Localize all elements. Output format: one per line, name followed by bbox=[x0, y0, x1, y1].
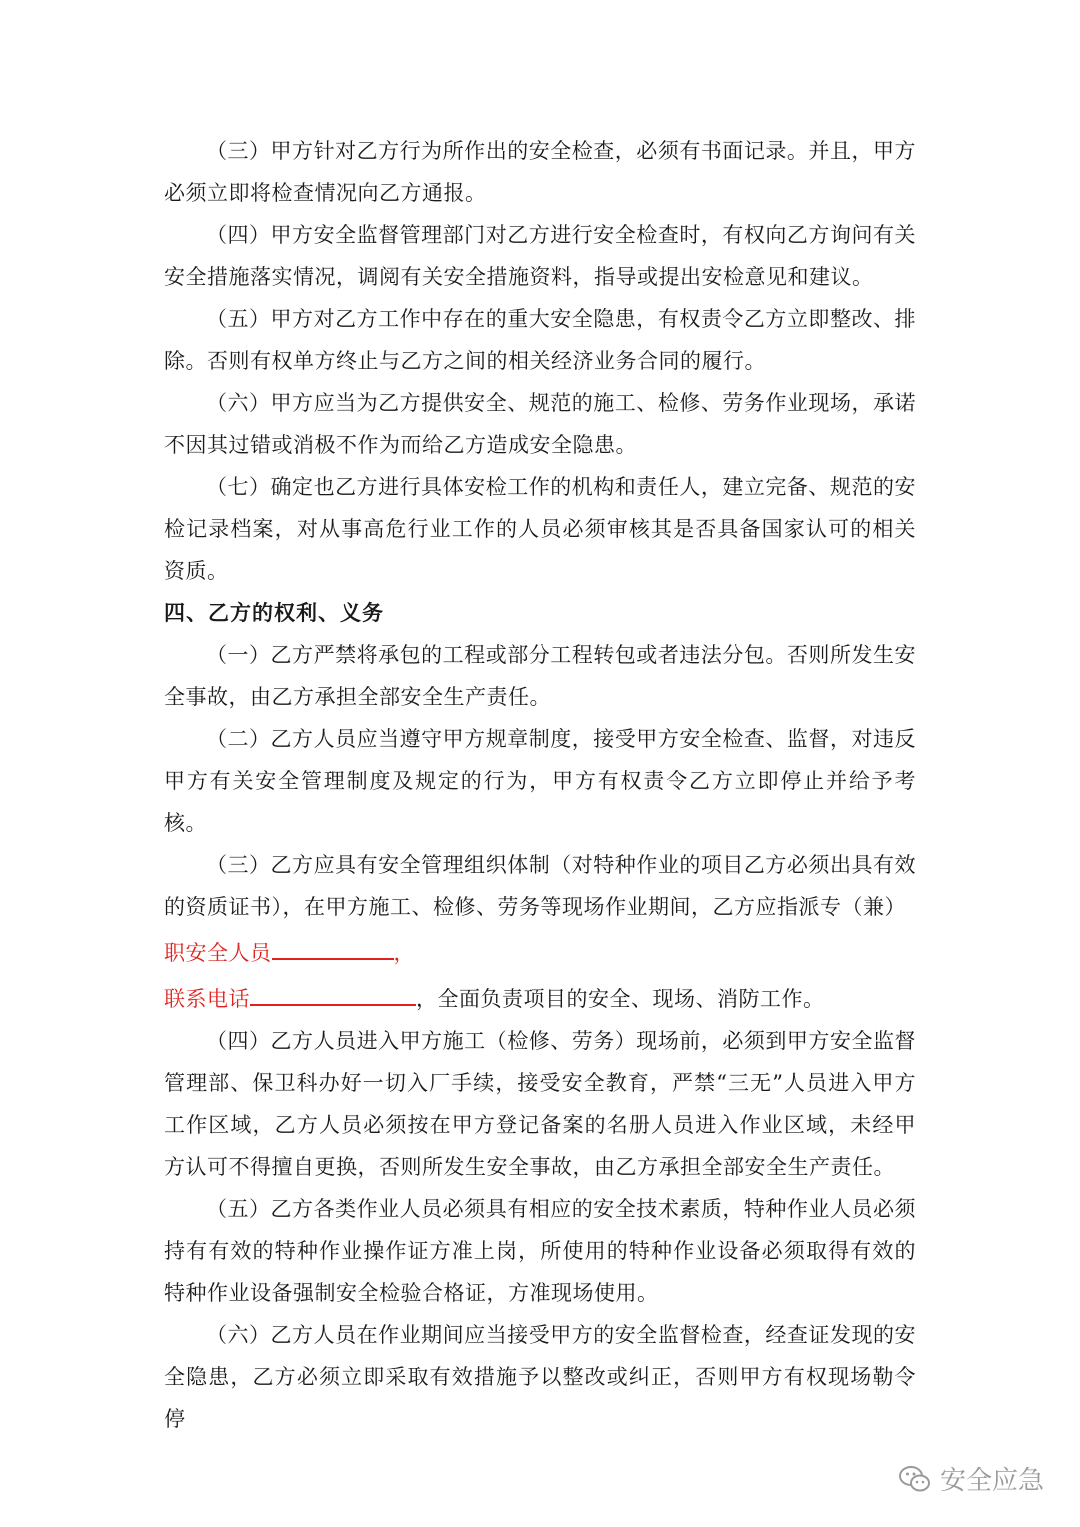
watermark bbox=[898, 1460, 1044, 1497]
contact-phone-fill-line bbox=[164, 974, 916, 1020]
paragraph-4-6: （六）乙方人员在作业期间应当接受甲方的安全监督检查，经查证发现的安全隐患，乙方必须立即采取有效措施予以整改或纠正，否则甲方有权现场勒令停 bbox=[164, 1323, 916, 1431]
safety-officer-label: 职安全人员 bbox=[164, 941, 272, 965]
safety-officer-fill-line bbox=[164, 928, 916, 974]
paragraph-3-7: （七）确定也乙方进行具体安检工作的机构和责任人，建立完备、规范的安检记录档案，对从事高危行业工作的人员必须审核其是否具备国家认可的相关资质。 bbox=[164, 475, 916, 583]
paragraph-4-5: （五）乙方各类作业人员必须具有相应的安全技术素质，特种作业人员必须持有有效的特种作业操作证方准上岗，所使用的特种作业设备必须取得有效的特种作业设备强制安全检验合格证，方准现场使用。 bbox=[164, 1197, 916, 1305]
paragraph-3-4: （四）甲方安全监督管理部门对乙方进行安全检查时，有权向乙方询问有关安全措施落实情况，调阅有关安全措施资料，指导或提出安检意见和建议。 bbox=[164, 223, 916, 289]
paragraph-3-3: （三）甲方针对乙方行为所作出的安全检查，必须有书面记录。并且，甲方必须立即将检查情况向乙方通报。 bbox=[164, 139, 916, 205]
contact-phone-blank[interactable] bbox=[250, 974, 416, 1006]
paragraph-3-5: （五）甲方对乙方工作中存在的重大安全隐患，有权责令乙方立即整改、排除。否则有权单方终止与乙方之间的相关经济业务合同的履行。 bbox=[164, 307, 916, 373]
paragraph-4-4: （四）乙方人员进入甲方施工（检修、劳务）现场前，必须到甲方安全监督管理部、保卫科办好一切入厂手续，接受安全教育，严禁“三无”人员进入甲方工作区域，乙方人员必须按在甲方登记备案的名册人员进入作业区域，未经甲方认可不得擅自更换，否则所发生安全事故，由乙方承担全部安全生产责任。 bbox=[164, 1029, 916, 1179]
watermark-text: 安全应急 bbox=[939, 1466, 1044, 1496]
contact-phone-label: 联系电话 bbox=[164, 987, 250, 1011]
paragraph-4-1: （一）乙方严禁将承包的工程或部分工程转包或者违法分包。否则所发生安全事故，由乙方承担全部安全生产责任。 bbox=[164, 643, 916, 709]
safety-officer-blank[interactable] bbox=[272, 928, 394, 960]
section-heading: 四、乙方的权利、义务 bbox=[164, 601, 384, 625]
paragraph-4-2: （二）乙方人员应当遵守甲方规章制度，接受甲方安全检查、监督，对违反甲方有关安全管理制度及规定的行为，甲方有权责令乙方立即停止并给予考核。 bbox=[164, 727, 916, 835]
contact-phone-suffix: ，全面负责项目的安全、现场、消防工作。 bbox=[416, 987, 825, 1011]
paragraph-4-3: （三）乙方应具有安全管理组织体制（对特种作业的项目乙方必须出具有效的资质证书），在甲方施工、检修、劳务等现场作业期间，乙方应指派专（兼） bbox=[164, 853, 916, 919]
wechat-icon bbox=[898, 1462, 932, 1496]
paragraph-3-6: （六）甲方应当为乙方提供安全、规范的施工、检修、劳务作业现场，承诺不因其过错或消极不作为而给乙方造成安全隐患。 bbox=[164, 391, 916, 457]
document-body bbox=[164, 130, 916, 1440]
safety-officer-suffix: ， bbox=[393, 941, 415, 965]
